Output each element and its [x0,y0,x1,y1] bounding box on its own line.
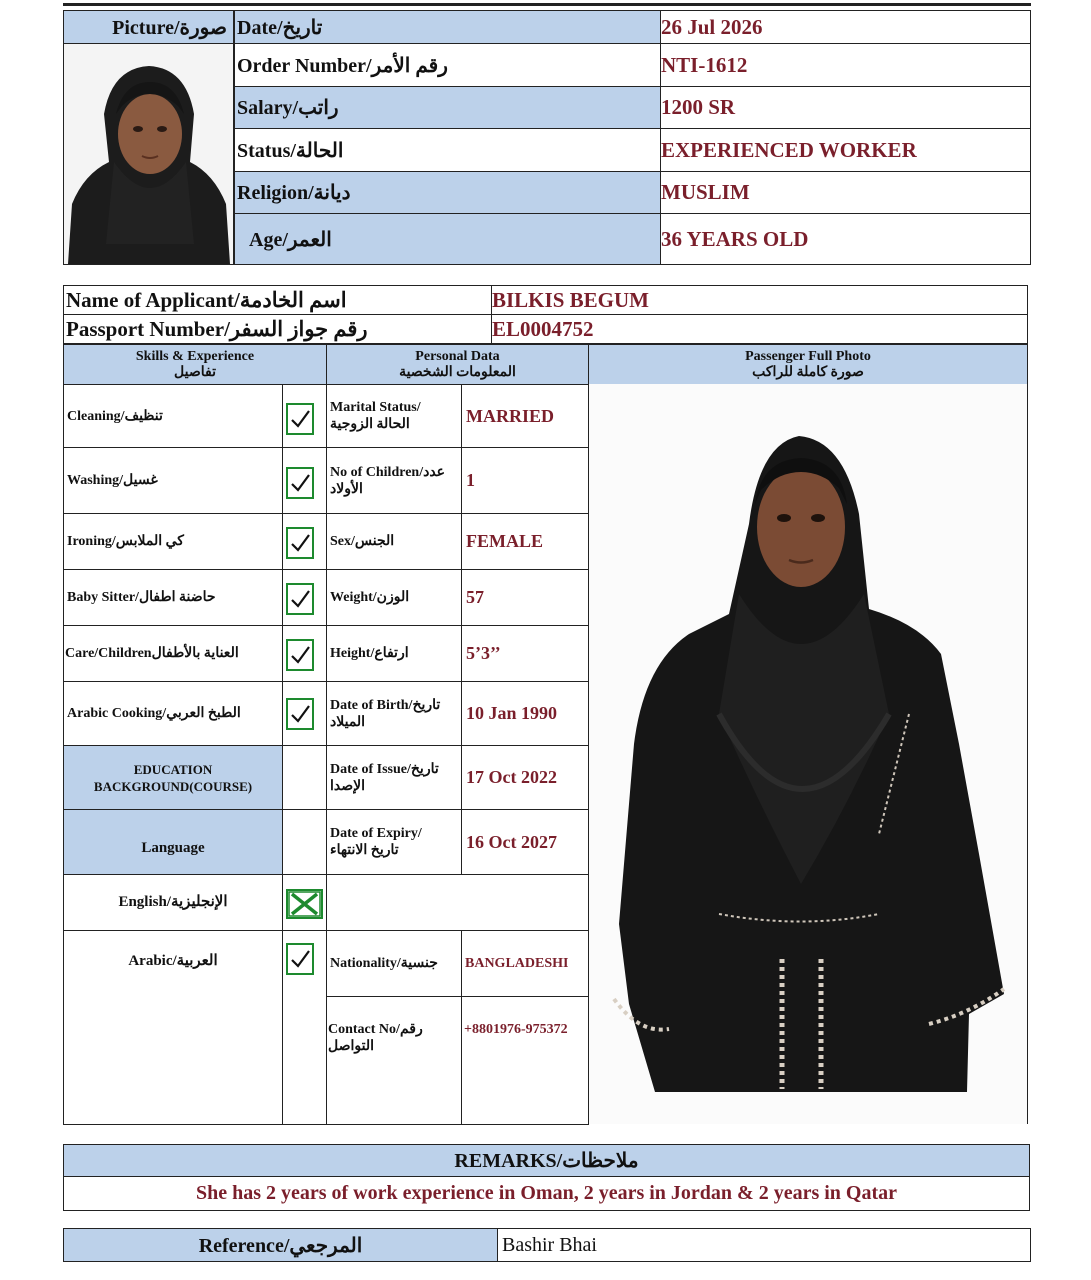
checkmark-icon [289,703,311,725]
passenger-full-photo [589,384,1027,1124]
checkmark-icon [289,644,311,666]
skill-child-care-checkbox[interactable] [286,639,314,671]
applicant-picture [63,43,234,265]
passport-number-label: Passport Number/رقم جواز السفر [63,314,492,344]
weight-label: Weight/الوزن [326,569,462,626]
age-value: 36 YEARS OLD [660,213,1031,265]
nationality-value: BANGLADESHI [461,930,589,997]
checkmark-icon [289,588,311,610]
skill-arabic-cooking-label: Arabic Cooking/الطبخ العربي [63,681,283,746]
religion-label: Religion/ديانة [234,171,661,214]
applicant-name-value: BILKIS BEGUM [491,285,1028,315]
age-label: Age/العمر [234,213,661,265]
skill-ironing-checkbox[interactable] [286,527,314,559]
salary-value: 1200 SR [660,86,1031,129]
nationality-label: Nationality/جنسية [326,930,462,997]
skill-ironing-label: Ironing/كي الملابس [63,513,283,570]
language-arabic-checkbox[interactable] [286,943,314,975]
skill-washing-label: Washing/غسيل [63,447,283,514]
skills-column-header: Skills & Experience تفاصيل [63,343,327,385]
checkmark-icon [289,472,311,494]
skill-washing-checkbox[interactable] [286,467,314,499]
height-label: Height/ارتفاع [326,625,462,682]
children-label: No of Children/عدد الأولاد [326,447,462,514]
marital-status-label: Marital Status/ الحالة الزوجية [326,384,462,448]
checkmark-icon [289,532,311,554]
checkmark-icon [289,948,311,970]
order-number-label: Order Number/رقم الأمر [234,43,661,87]
skill-arabic-cooking-checkbox[interactable] [286,698,314,730]
date-of-issue-label: Date of Issue/تاريخ الإصدا [326,745,462,810]
cross-mark-icon [288,891,321,917]
personal-empty-row [326,874,589,931]
date-of-expiry-value: 16 Oct 2027 [461,809,589,875]
passport-number-value: EL0004752 [491,314,1028,344]
sex-label: Sex/الجنس [326,513,462,570]
sex-value: FEMALE [461,513,589,570]
order-number-value: NTI-1612 [660,43,1031,87]
date-of-birth-label: Date of Birth/تاريخ الميلاد [326,681,462,746]
status-value: EXPERIENCED WORKER [660,128,1031,172]
marital-status-value: MARRIED [461,384,589,448]
photo-column-header: Passenger Full Photo صورة كاملة للراكب [588,343,1028,385]
checkmark-icon [289,408,311,430]
skill-baby-sitter-label: Baby Sitter/حاضنة اطفال [63,569,283,626]
language-english-checkbox[interactable] [286,889,323,919]
religion-value: MUSLIM [660,171,1031,214]
date-of-expiry-label: Date of Expiry/ تاريخ الانتهاء [326,809,462,875]
photo-right-border [1027,384,1028,1124]
language-label: Language [63,809,283,875]
date-of-birth-value: 10 Jan 1990 [461,681,589,746]
skill-baby-sitter-checkbox[interactable] [286,583,314,615]
status-label: Status/الحالة [234,128,661,172]
skill-cleaning-label: Cleaning/تنظيف [63,384,283,448]
remarks-label: REMARKS/ملاحظات [63,1144,1030,1177]
height-value: 5’3’’ [461,625,589,682]
date-of-issue-value: 17 Oct 2022 [461,745,589,810]
reference-value: Bashir Bhai [497,1228,1031,1262]
reference-label: Reference/المرجعي [63,1228,498,1262]
language-arabic-label: Arabic/العربية [63,930,283,1125]
contact-label: Contact No/رقم التواصل [326,996,462,1125]
date-value: 26 Jul 2026 [660,10,1031,44]
applicant-name-label: Name of Applicant/اسم الخادمة [63,285,492,315]
skill-cleaning-checkbox[interactable] [286,403,314,435]
language-english-label: English/الإنجليزية [63,874,283,931]
language-cell [282,809,327,875]
personal-column-header: Personal Data المعلومات الشخصية [326,343,589,385]
children-value: 1 [461,447,589,514]
weight-value: 57 [461,569,589,626]
education-cell [282,745,327,810]
skill-child-care-label: Care/Childrenالعناية بالأطفال [63,625,283,682]
top-rule [63,3,1031,6]
date-label: Date/تاريخ [234,10,661,44]
picture-label: Picture/صورة [63,10,234,44]
remarks-text: She has 2 years of work experience in Oman, 2 years in Jordan & 2 years in Qatar [63,1176,1030,1211]
education-label: EDUCATION BACKGROUND(COURSE) [63,745,283,810]
contact-value: +8801976-975372 [461,996,589,1125]
salary-label: Salary/راتب [234,86,661,129]
